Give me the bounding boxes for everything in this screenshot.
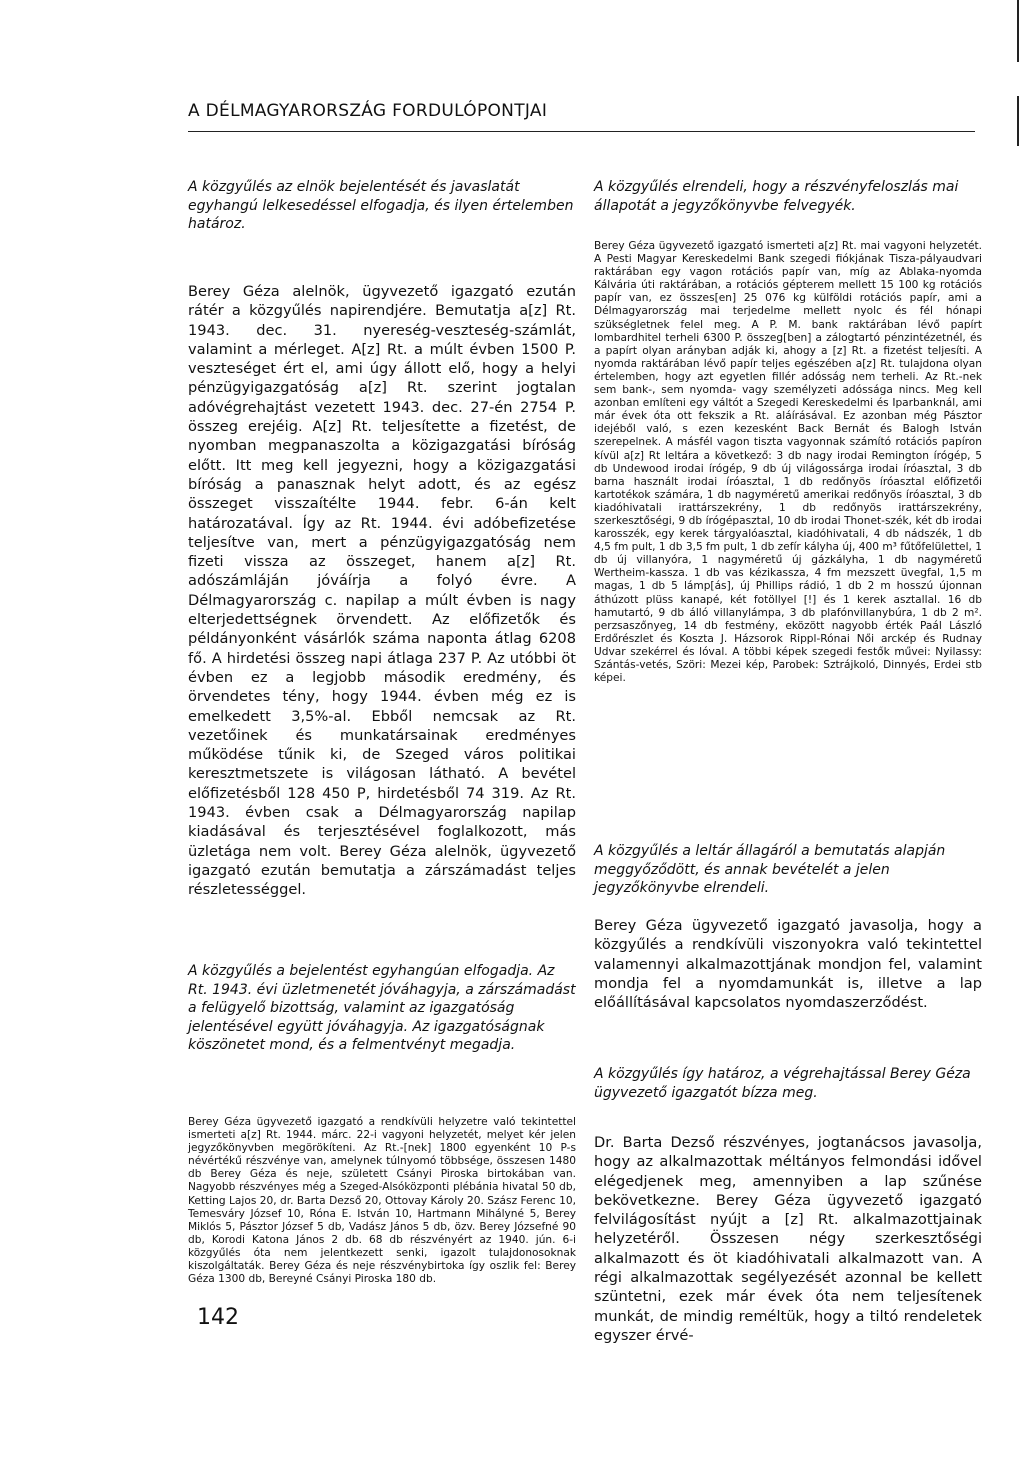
right-resolution-1: A közgyűlés elrendeli, hogy a részvényfeloszlás mai állapotát a jegyzőkönyvbe felvegyék.	[594, 179, 959, 214]
scan-edge-line	[1017, 96, 1019, 146]
page-number: 142	[197, 1305, 239, 1330]
left-body-text: Berey Géza alelnök, ügyvezető igazgató ezután rátér a közgyűlés napirendjére. Bemutatja a[z] Rt. 1943. dec. 31. nyereség-veszteség-számlát, valamint a mérleget. A[z] Rt. a múlt évben 1500 P. veszteséget ért el, ami úgy állott elő, hogy a helyi pénzügyigazgatóság a[z] Rt. szerint jogtalan adóvégrehajtást vezetett 1943. dec. 27-én 2754 P. összeg erejéig. A[z] Rt. teljesítette a fizetést, de nyomban megpanaszolta a közigazgatási bíróság előtt. Itt meg kell jegyezni, hogy a közigazgatási bíróság a panasznak helyt adott, és az egész összeget visszaítélte 1944. febr. 6-án kelt határozatával. Így az Rt. 1944. évi adóbefizetése teljesítve van, mert a pénzügyigazgatóság nem fizeti vissza az összeget, hanem a[z] Rt. adószámláján jóváírja a folyó évre. A Délmagyarország c. napilap a múlt évben is nagy elterjedettségnek örvendett. Az előfizetők és példányonként vásárlók száma naponta átlag 6208 fő. A hirdetési összeg napi átlaga 237 P. Az utóbbi öt évben ez a legjobb második eredmény, és örvendetes tény, hogy 1944. évben még ez is emelkedett 3,5%-al. Ebből nemcsak az Rt. vezetőinek és munkatársainak eredményes működése tűnik ki, de Szeged város politikai keresztmetszete is világosan látható. A bevétel előfizetésből 128 450 P, hirdetésből 74 319. Az Rt. 1943. évben csak a Délmagyarország napilap kiadásával és terjesztésével foglalkozott, más üzletága nem volt. Berey Géza alelnök, ügyvezető igazgató ezután bemutatja a zárszámadást teljes részletességgel.	[188, 283, 576, 899]
right-footnote: Berey Géza ügyvezető igazgató ismerteti a[z] Rt. mai vagyoni helyzetét. A Pesti Magyar Kereskedelmi Bank szegedi fiókjának Tisza-pályaudvari raktárában egy vagon rotációs papír van, míg az Ablaka-nyomda Kálvária úti raktárában, a rotációs gépterem mellett 15 100 kg rotációs papír van, ez összes[en] 25 076 kg külföldi rotációs papír, ami a Délmagyarország mai terjedelme mellett nyolc és fél hónapi szükségletnek felel meg. A P. M. bank raktárában lévő papírt lombardhitel terheli 6300 P. összeg[ben] a zálogtartó pénzintézetnél, és a papírt olyan arányban adják ki, ahogy a [z] Rt. a fizetést teljesíti. A nyomda raktárában lévő papír teljes egészében a[z] Rt. tulajdona olyan értelemben, hogy azt egyetlen fillér adósság nem terheli. Az Rt.-nek sem bank-, sem nyomda- vagy személyzeti adóssága nincs. Meg kell azonban említeni egy váltót a Szegedi Kereskedelmi és Iparbanknál, ami már évek óta ott fekszik a Rt. aláírásával. Ez azonban még Pásztor idejéből való, s ezen kezesként Back Bernát és Balogh István szerepelnek. A másfél vagon tiszta vagyonnak számító rotációs papíron kívül a[z] Rt leltára a következő: 3 db nagy irodai Remington írógép, 5 db Undewood irodai írógép, 9 db új világossárga irodai íróasztal, 3 db barna használt irodai íróasztal, 1 db redőnyös íróasztal előfizetői kartotékok számára, 1 db nagyméretű amerikai redőnyös íróasztal, 3 db kiadóhivatali irattárszekrény, 1 db redőnyös irattárszekrény, szerkesztőségi, 9 db írógépasztal, 10 db irodai Thonet-szék, két db irodai karosszék, egy kerek tárgyalóasztal, kiadóhivatali, 4 db nádszék, 1 db 4,5 fm pult, 1 db 3,5 fm pult, 1 db zefír kályha új, 400 m³ fűtőfelülettel, 1 db új villanyóra, 1 nagyméretű új gázkályha, 1 db nagyméretű Wertheim-kassza. 1 db vas kézikassza, 4 fm mezszett üvegfal, 1,5 m magas, 1 db 5 lámp[ás], új Phillips rádió, 1 db 2 m hosszú újonnan áthúzott plüss kanapé, két fotöllyel [!] és 1 kerek asztallal. 16 db hamutartó, 9 db álló villanylámpa, 3 db plafónvillanybúra, 1 db 2 m². perzsaszőnyeg, 14 db festmény, eközött nagyobb érték Paál László Erdőrészlet és Koszta J. Házsorok Rippl-Rónai Női arckép és Rudnay Udvar szekérrel és lóval. A többi képek szegedi festők művei: Nyilassy: Szántás-vetés, Szöri: Mezei kép, Parobek: Sztrájkoló, Dinnyés, Erdei stb képei.	[594, 240, 982, 685]
right-body-text-2: Dr. Barta Dezső részvényes, jogtanácsos javasolja, hogy az alkalmazottak méltányos felmondási idővel elégedjenek meg, amennyiben a lap szűnése bekövetkezne. Berey Géza ügyvezető igazgató felvilágosítást nyújt a [z] Rt. alkalmazottjainak helyzetéről. Összesen négy szerkesztőségi alkalmazott és öt kiadóhivatali alkalmazott van. A régi alkalmazottak segélyezését azonnal be kellett szüntetni, ezek már évek óta nem teljesítenek munkát, de mindig reméltük, hogy a tiltó rendeletek egyszer érvé-	[594, 1134, 982, 1344]
running-header: A DÉLMAGYARORSZÁG FORDULÓPONTJAI	[188, 101, 548, 121]
right-resolution-2: A közgyűlés a leltár állagáról a bemutatás alapján meggyőződött, és annak bevételét a jelen jegyzőkönyvbe elrendeli.	[594, 843, 946, 896]
scan-edge-line	[1017, 0, 1019, 62]
left-footnote: Berey Géza ügyvezető igazgató a rendkívüli helyzetre való tekintettel ismerteti a[z] Rt. 1944. márc. 22-i vagyoni helyzetét, melyet kér jelen jegyzőkönyvben megörökíteni. Az Rt.-[nek] 1800 egyenként 10 P-s névértékű részvénye van, amelynek túlnyomó többsége, összesen 1480 db Berey Géza és neje, született Csányi Piroska birtokában van. Nagyobb részvényes még a Szeged-Alsóközponti plébánia hivatal 50 db, Ketting Lajos 20, dr. Barta Dezső 20, Ottovay Károly 20. Szász Ferenc 10, Temesváry József 10, Róna E. István 10, Hartmann Mihályné 5, Berey Miklós 5, Pásztor József 5 db, Vadász János 5 db, özv. Berey Józsefné 90 db, Korodi Katona János 2 db. 68 db részvényért az 1940. jún. 6-i közgyűlés óta nem jelentkezett senki, igazolt tulajdonosoknak kiszolgáltaták. Berey Géza és neje részvénybirtoka így oszlik fel: Berey Géza 1300 db, Bereyné Csányi Piroska 180 db.	[188, 1116, 576, 1286]
left-resolution-1: A közgyűlés az elnök bejelentését és javaslatát egyhangú lelkesedéssel elfogadja, és ilyen értelemben határoz.	[188, 179, 574, 232]
left-resolution-2: A közgyűlés a bejelentést egyhangúan elfogadja. Az Rt. 1943. évi üzletmenetét jóváhagyja, a zárszámadást a felügyelő bizottság, valamint az igazgatóság jelentésével együtt jóváhagyja. Az igazgatóságnak köszönetet mond, és a felmentvényt megadja.	[188, 963, 576, 1053]
header-rule	[188, 131, 975, 132]
right-resolution-3: A közgyűlés így határoz, a végrehajtással Berey Géza ügyvezető igazgatót bízza meg.	[594, 1066, 971, 1101]
right-body-text-1: Berey Géza ügyvezető igazgató javasolja, hogy a közgyűlés a rendkívüli viszonyokra való tekintettel valamennyi alkalmazottjának mondjon fel, valamint mondja fel a nyomdamunkát is, illetve a lap előállításával kapcsolatos nyomdaszerződést.	[594, 917, 982, 1012]
